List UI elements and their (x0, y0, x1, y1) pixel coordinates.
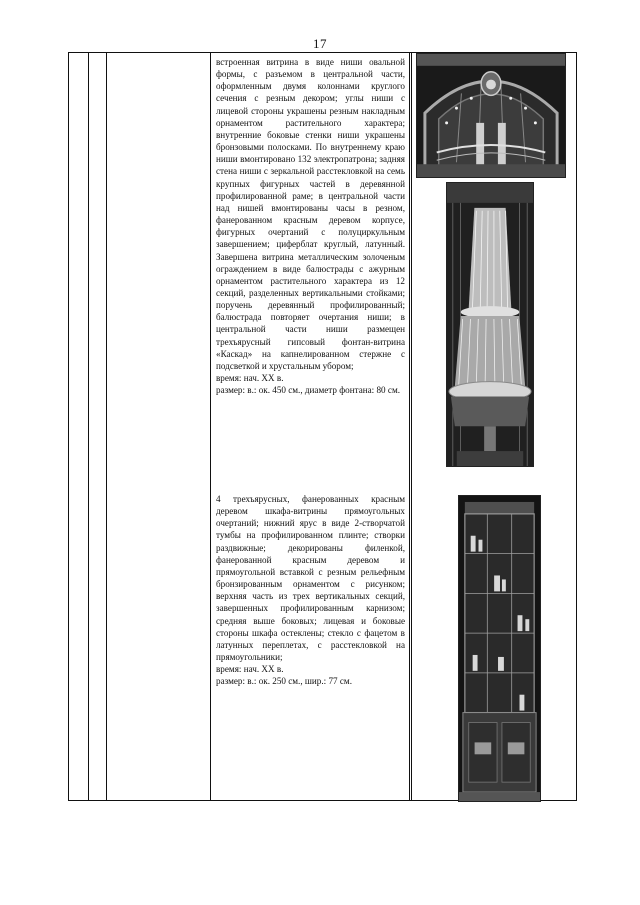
column-divider (210, 53, 211, 800)
cabinet-photo (458, 495, 541, 802)
inventory-table (68, 52, 577, 801)
item-size: размер: в.: ок. 250 см., шир.: 77 см. (216, 676, 352, 687)
item-description-cabinets (216, 493, 405, 688)
page-number: 17 (313, 36, 327, 51)
column-divider (106, 53, 107, 800)
item-time: время: нач. XX в. (216, 373, 284, 384)
column-divider (88, 53, 89, 800)
item-size: размер: в.: ок. 450 см., диаметр фонтана: 80 см. (216, 385, 401, 396)
column-divider (409, 53, 410, 800)
fountain-photo (446, 182, 534, 467)
description-text: встроенная витрина в виде ниши овальной формы, с разъемом в центральной части, оформленным двумя колоннами круглого сечения с резным декором; углы ниши с лицевой стороны украшены резным накладным орнаментом растительного характера; внутренние боковые стенки ниши украшены бронзовыми полосками. По внутреннему краю ниши вмонтировано 132 электропатрона; задняя стена ниши с зеркальной расстекловкой на семь крупных фигурных частей в деревянной профилированной раме; в центральной части над нишей вмонтированы часы в резном, фанерованном красным деревом корпусе, фигурных очертаний с полуциркульным завершением; циферблат круглый, латунный. Завершена витрина металлическим золоченым ограждением в виде балюстрады с ажурным орнаментом растительного характера из 12 секций, разделенных вертикальными стойками; поручень деревянный профилированный; балюстрада повторяет очертания ниши; в центральной части ниши размещен трехъярусный гипсовый фонтан-витрина «Каскад» на капнелированном стержне с подсветкой и хрустальным убором; (216, 57, 405, 371)
niche-photo (416, 53, 566, 178)
item-description-niche (216, 56, 405, 396)
item-time: время: нач. XX в. (216, 664, 284, 675)
description-text: 4 трехъярусных, фанерованных красным деревом шкафа-витрины прямоугольных очертаний; нижний ярус в виде 2-створчатой тумбы на профилированном плинте; створки раздвижные; декорированы филенкой, фанерованной красным деревом и прямоугольной вставкой с резным рельефным бронзированным орнаментом с рисунком; верхняя часть из трех вертикальных секций, завершенных профилированным карнизом; средняя выше боковых; лицевая и боковые стороны шкафа остеклены; стекло с фацетом в латунных переплетах, с расстекловкой на прямоугольники; (216, 494, 405, 663)
column-divider (411, 53, 412, 800)
